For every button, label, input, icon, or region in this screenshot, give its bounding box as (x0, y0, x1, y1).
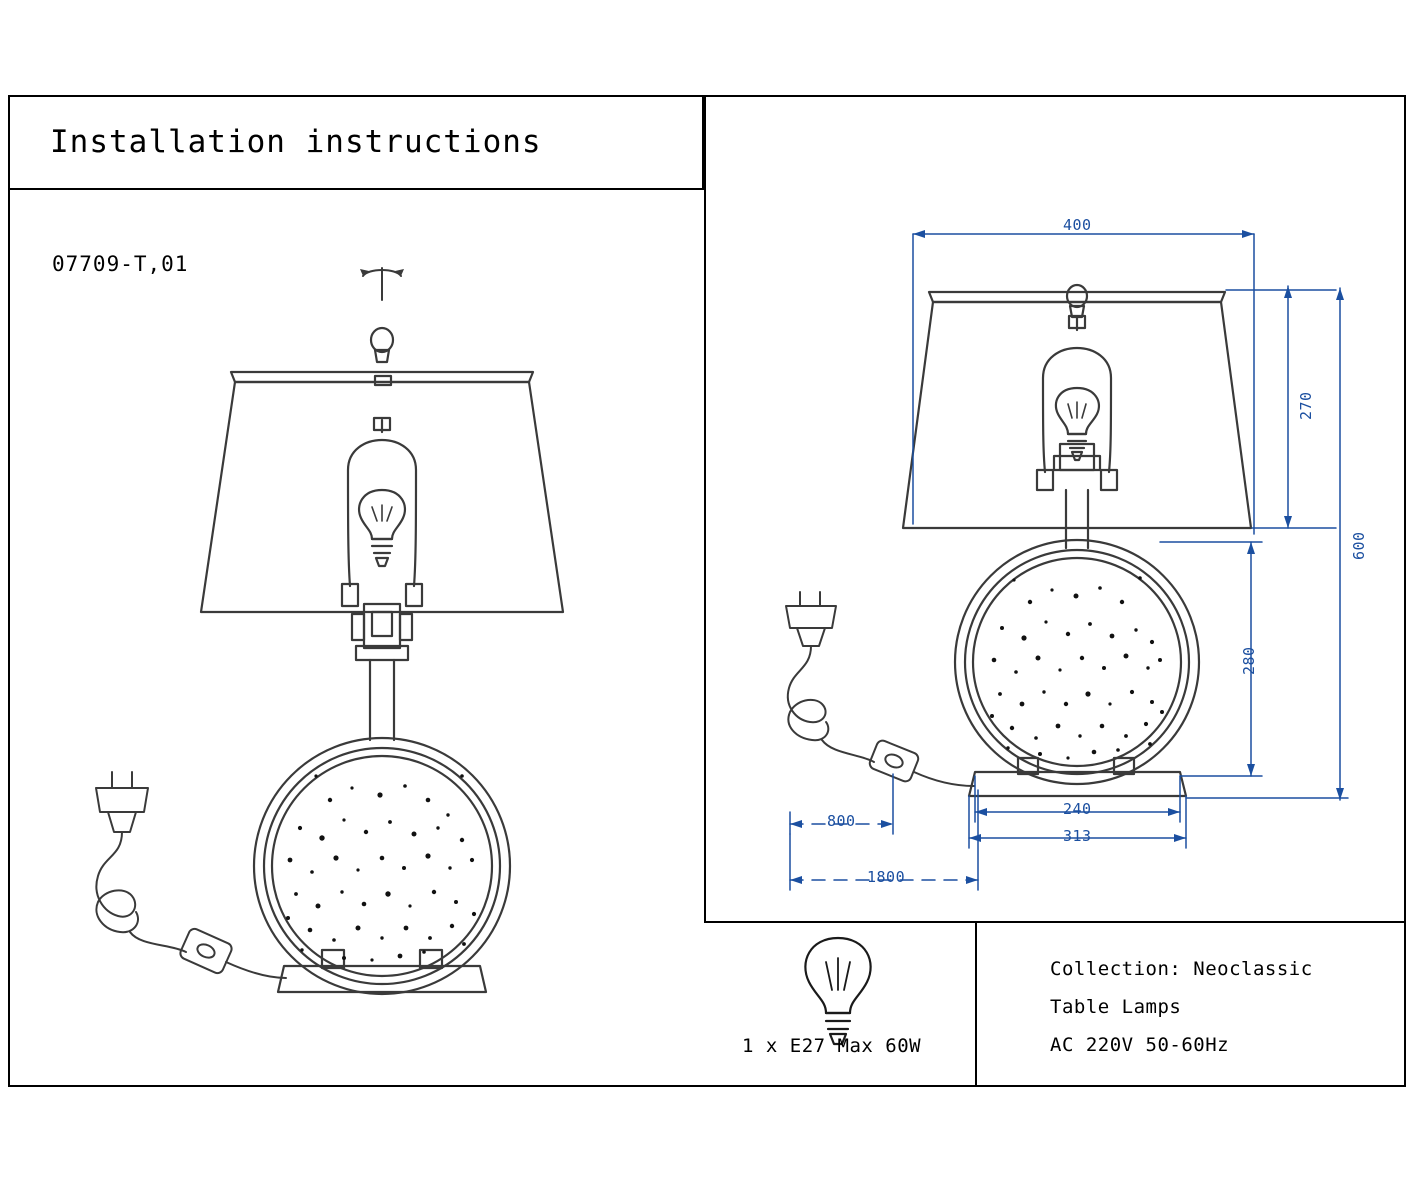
sheet-frame (8, 95, 1406, 1087)
dim-label-240: 240 (1063, 800, 1092, 818)
dim-label-800: 800 (827, 812, 856, 830)
collection-line-2: Table Lamps (1050, 996, 1182, 1018)
info-divider-vertical (975, 923, 977, 1087)
collection-line-3: AC 220V 50-60Hz (1050, 1034, 1230, 1056)
dim-label-400: 400 (1063, 216, 1092, 234)
collection-info (1050, 950, 1313, 1064)
model-code: 07709-T,01 (52, 252, 189, 276)
dim-label-313: 313 (1063, 827, 1092, 845)
dim-label-270: 270 (1297, 391, 1315, 420)
title-cell (8, 95, 704, 190)
page-title: Installation instructions (50, 123, 542, 160)
dim-label-1800: 1800 (867, 868, 906, 886)
dim-label-600: 600 (1350, 531, 1368, 560)
dim-label-280: 280 (1240, 646, 1258, 675)
panel-divider-vertical (704, 95, 706, 923)
bulb-spec-label: 1 x E27 Max 60W (742, 1035, 922, 1057)
collection-line-1: Collection: Neoclassic (1050, 958, 1313, 980)
panel-divider-horizontal (704, 921, 1406, 923)
